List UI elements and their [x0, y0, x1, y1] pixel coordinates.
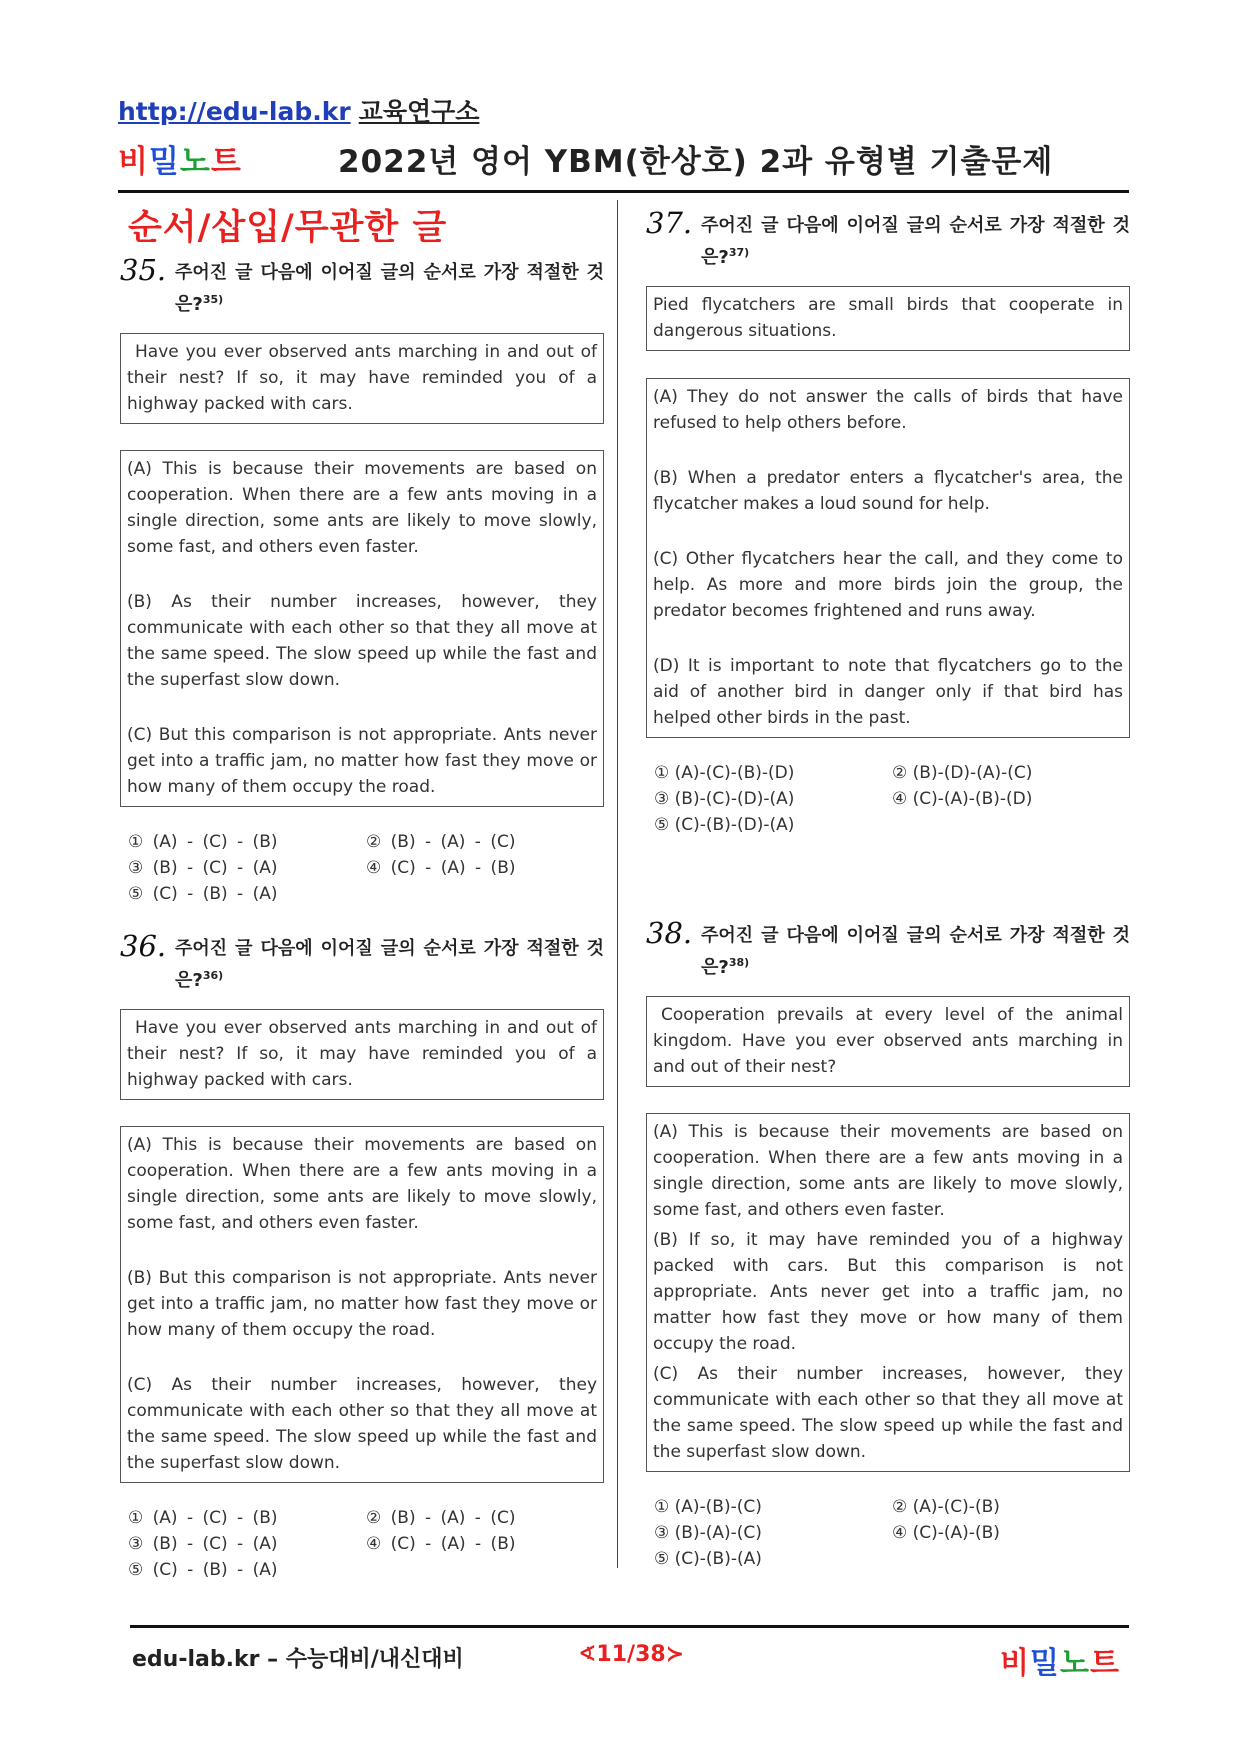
option-2[interactable]: ② (A)-(C)-(B) [892, 1497, 1000, 1517]
question-header [120, 929, 604, 999]
given-text: Have you ever observed ants marching in and out of their nest? If so, it may have reminded you of a highway packed with cars. [127, 342, 597, 414]
option-5[interactable]: ⑤ (C)-(B)-(A) [654, 1549, 762, 1569]
prompt-text: 주어진 글 다음에 이어질 글의 순서로 가장 적절한 것은? [175, 262, 604, 315]
option-3[interactable]: ③ (B) - (C) - (A) [128, 1534, 278, 1554]
option-3[interactable]: ③ (B)-(A)-(C) [654, 1523, 762, 1543]
bottom-divider [130, 1625, 1129, 1628]
option-3[interactable]: ③ (B)-(C)-(D)-(A) [654, 789, 795, 809]
brand-char: 비 [118, 144, 149, 180]
option-5[interactable]: ⑤ (C) - (B) - (A) [128, 884, 278, 904]
footnote-ref: 38) [728, 956, 750, 969]
prompt-text: 주어진 글 다음에 이어질 글의 순서로 가장 적절한 것은? [175, 938, 604, 991]
passage-box [120, 1126, 604, 1483]
question-number: 35. [120, 253, 167, 287]
paragraph-a: (A) This is because their movements are based on cooperation. When there are a few ants moving in a single direction, some ants are likely to move slowly, some fast, and others even faster. [127, 1135, 597, 1233]
question-36 [120, 929, 604, 1583]
paragraph-b: (B) If so, it may have reminded you of a highway packed with cars. But this comparison is not appropriate. Ants never get into a traffic jam, no matter how fast they move or how many of them occupy the road. [653, 1230, 1123, 1354]
given-text: Pied flycatchers are small birds that cooperate in dangerous situations. [653, 295, 1123, 341]
brand-logo [118, 136, 242, 181]
brand-char: 트 [1089, 1646, 1120, 1681]
given-text: Have you ever observed ants marching in and out of their nest? If so, it may have reminded you of a highway packed with cars. [127, 1018, 597, 1090]
paragraph-a: (A) They do not answer the calls of birds that have refused to help others before. [653, 387, 1123, 433]
paragraph-b: (B) When a predator enters a flycatcher's area, the flycatcher makes a loud sound for help. [653, 468, 1123, 514]
option-2[interactable]: ② (B) - (A) - (C) [366, 1508, 516, 1528]
question-37 [646, 206, 1130, 838]
lab-name: 교육연구소 [358, 97, 480, 126]
answer-options [120, 1505, 604, 1583]
option-2[interactable]: ② (B)-(D)-(A)-(C) [892, 763, 1033, 783]
option-2[interactable]: ② (B) - (A) - (C) [366, 832, 516, 852]
given-passage [120, 1009, 604, 1100]
question-header [646, 206, 1130, 276]
brand-char: 비 [1000, 1646, 1030, 1681]
question-prompt [701, 922, 1130, 981]
given-passage [120, 333, 604, 424]
footnote-ref: 36) [202, 969, 224, 982]
paragraph-b: (B) As their number increases, however, they communicate with each other so that they all move at the same speed. The slow speed up while the fast and the superfast slow down. [127, 592, 597, 690]
brand-char: 노 [1059, 1646, 1090, 1681]
passage-box [646, 378, 1130, 738]
question-number: 37. [646, 206, 693, 240]
footer-site: edu-lab.kr – 수능대비/내신대비 [132, 1647, 464, 1672]
option-1[interactable]: ① (A) - (C) - (B) [128, 1508, 278, 1528]
paragraph-d: (D) It is important to note that flycatchers go to the aid of another bird in danger only if that bird has helped other birds in the past. [653, 656, 1123, 728]
option-3[interactable]: ③ (B) - (C) - (A) [128, 858, 278, 878]
paragraph-a: (A) This is because their movements are based on cooperation. When there are a few ants moving in a single direction, some ants are likely to move slowly, some fast, and others even faster. [653, 1122, 1123, 1220]
question-number: 38. [646, 916, 693, 950]
site-url-link[interactable]: http://edu-lab.kr [118, 97, 351, 126]
paragraph-a: (A) This is because their movements are based on cooperation. When there are a few ants moving in a single direction, some ants are likely to move slowly, some fast, and others even faster. [127, 459, 597, 557]
paragraph-b: (B) But this comparison is not appropriate. Ants never get into a traffic jam, no matter how fast they move or how many of them occupy the road. [127, 1268, 597, 1340]
option-1[interactable]: ① (A) - (C) - (B) [128, 832, 278, 852]
option-4[interactable]: ④ (C)-(A)-(B) [892, 1523, 1000, 1543]
brand-char: 노 [179, 144, 211, 180]
passage-box [120, 450, 604, 807]
option-4[interactable]: ④ (C) - (A) - (B) [366, 858, 516, 878]
prompt-text: 주어진 글 다음에 이어질 글의 순서로 가장 적절한 것은? [701, 925, 1130, 978]
question-number: 36. [120, 929, 167, 963]
prompt-text: 주어진 글 다음에 이어질 글의 순서로 가장 적절한 것은? [701, 215, 1130, 268]
document-title: 2022년 영어 YBM(한상호) 2과 유형별 기출문제 [338, 144, 1054, 180]
page-number: ∢11/38≻ [578, 1642, 685, 1667]
site-line [118, 92, 479, 128]
question-header [120, 253, 604, 323]
brand-char: 밀 [148, 144, 180, 180]
section-title: 순서/삽입/무관한 글 [128, 208, 448, 248]
answer-options [646, 1494, 1130, 1572]
question-prompt [175, 935, 604, 994]
given-passage [646, 286, 1130, 351]
brand-char: 트 [210, 144, 242, 180]
option-1[interactable]: ① (A)-(B)-(C) [654, 1497, 762, 1517]
question-38 [646, 916, 1130, 1572]
given-passage [646, 996, 1130, 1087]
question-prompt [175, 259, 604, 318]
option-5[interactable]: ⑤ (C) - (B) - (A) [128, 1560, 278, 1580]
question-35 [120, 253, 604, 907]
paragraph-c: (C) But this comparison is not appropriate. Ants never get into a traffic jam, no matter how fast they move or how many of them occupy the road. [127, 725, 597, 797]
option-4[interactable]: ④ (C) - (A) - (B) [366, 1534, 516, 1554]
answer-options [646, 760, 1130, 838]
top-divider [118, 190, 1129, 193]
option-5[interactable]: ⑤ (C)-(B)-(D)-(A) [654, 815, 795, 835]
footnote-ref: 37) [728, 246, 750, 259]
given-text: Cooperation prevails at every level of the animal kingdom. Have you ever observed ants marching in and out of their nest? [653, 1005, 1123, 1077]
paragraph-c: (C) Other flycatchers hear the call, and they come to help. As more and more birds join the group, the predator becomes frightened and runs away. [653, 549, 1123, 621]
brand-char: 밀 [1029, 1646, 1060, 1681]
passage-box [646, 1113, 1130, 1472]
paragraph-c: (C) As their number increases, however, they communicate with each other so that they all move at the same speed. The slow speed up while the fast and the superfast slow down. [653, 1364, 1123, 1462]
option-1[interactable]: ① (A)-(C)-(B)-(D) [654, 763, 795, 783]
option-4[interactable]: ④ (C)-(A)-(B)-(D) [892, 789, 1033, 809]
footer-brand-logo [1000, 1638, 1120, 1682]
answer-options [120, 829, 604, 907]
question-prompt [701, 212, 1130, 271]
footnote-ref: 35) [202, 293, 224, 306]
column-divider [617, 200, 618, 1568]
question-header [646, 916, 1130, 986]
paragraph-c: (C) As their number increases, however, they communicate with each other so that they all move at the same speed. The slow speed up while the fast and the superfast slow down. [127, 1375, 597, 1473]
